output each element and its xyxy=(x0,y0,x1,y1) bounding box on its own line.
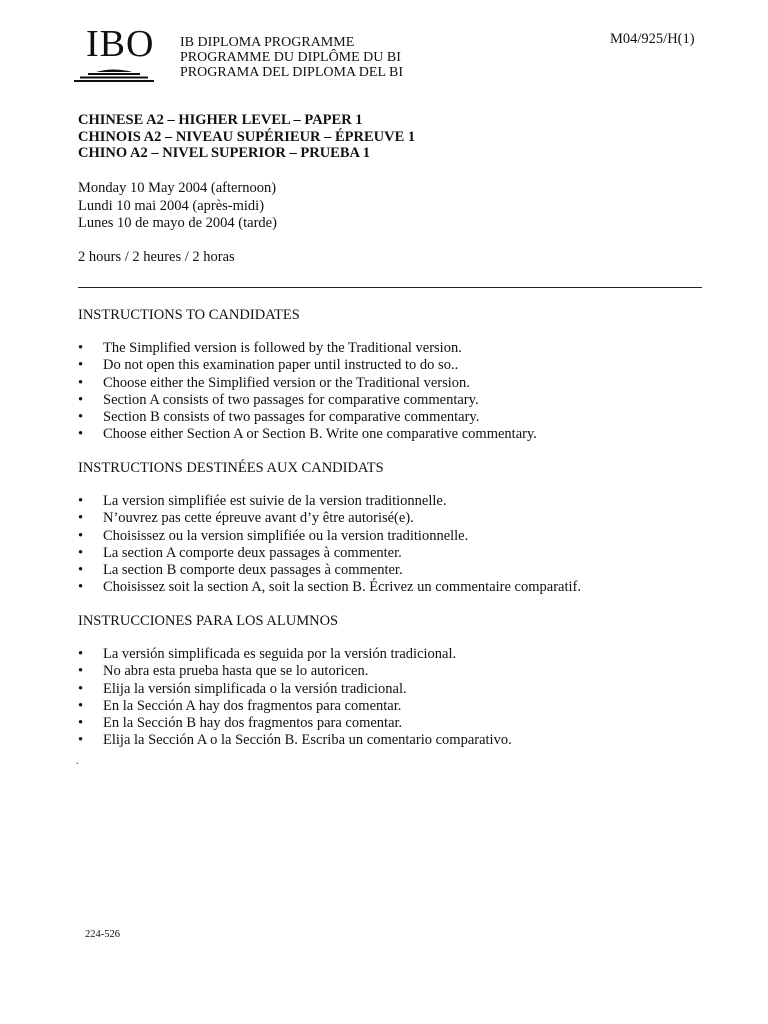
list-item: • N’ouvrez pas cette épreuve avant d’y être autorisé(e). xyxy=(78,510,414,527)
list-item: • Choose either the Simplified version or the Traditional version. xyxy=(78,374,470,391)
list-item: • Do not open this examination paper until instructed to do so.. xyxy=(78,357,459,374)
list-item: • Choisissez ou la version simplifiée ou la version traditionnelle. xyxy=(78,527,469,544)
bullet-icon: • xyxy=(78,409,84,426)
scan-speck: . xyxy=(76,756,79,767)
bullet-icon: • xyxy=(78,493,84,509)
programme-name-en: IB DIPLOMA PROGRAMME xyxy=(180,35,355,50)
bullet-icon: • xyxy=(78,663,84,680)
list-item: • Elija la versión simplificada o la versión tradicional. xyxy=(78,680,407,697)
divider xyxy=(78,287,702,288)
bullet-icon: • xyxy=(78,579,84,596)
exam-date-es: Lunes 10 de mayo de 2004 (tarde) xyxy=(78,215,277,231)
bullet-icon: • xyxy=(78,715,84,732)
list-item: • La versión simplificada es seguida por la versión tradicional. xyxy=(78,646,457,662)
instructions-list-fr xyxy=(78,493,581,597)
list-item: • En la Sección A hay dos fragmentos para comentar. xyxy=(78,697,402,714)
bullet-icon: • xyxy=(78,646,84,662)
exam-date-fr: Lundi 10 mai 2004 (après-midi) xyxy=(78,197,265,214)
list-item: • Choisissez soit la section A, soit la section B. Écrivez un commentaire comparatif. xyxy=(78,579,581,596)
exam-dates xyxy=(78,180,277,233)
paper-title-fr: CHINOIS A2 – NIVEAU SUPÉRIEUR – ÉPREUVE 1 xyxy=(78,128,416,145)
list-item: • En la Sección B hay dos fragmentos para comentar. xyxy=(78,715,403,732)
paper-title-en: CHINESE A2 – HIGHER LEVEL – PAPER 1 xyxy=(78,112,363,128)
list-item: • Choose either Section A or Section B. Write one comparative commentary. xyxy=(78,426,537,443)
instructions-heading-es: INSTRUCCIONES PARA LOS ALUMNOS xyxy=(78,613,339,629)
bullet-icon: • xyxy=(78,544,84,561)
bullet-icon: • xyxy=(78,426,84,443)
bullet-icon: • xyxy=(78,340,84,356)
exam-duration: 2 hours / 2 heures / 2 horas xyxy=(78,249,235,265)
bullet-icon: • xyxy=(78,374,84,391)
footer-code: 224-526 xyxy=(85,929,120,940)
instructions-heading-fr: INSTRUCTIONS DESTINÉES AUX CANDIDATS xyxy=(78,460,384,476)
bullet-icon: • xyxy=(78,562,84,579)
ibo-logo-mark-icon xyxy=(74,68,154,82)
exam-date-en: Monday 10 May 2004 (afternoon) xyxy=(78,180,277,196)
paper-title-es: CHINO A2 – NIVEL SUPERIOR – PRUEBA 1 xyxy=(78,145,371,161)
instructions-list-en xyxy=(78,340,537,444)
programme-names xyxy=(180,35,403,80)
bullet-icon: • xyxy=(78,357,84,374)
list-item: • No abra esta prueba hasta que se lo autoricen. xyxy=(78,663,369,680)
list-item: • La version simplifiée est suivie de la version traditionnelle. xyxy=(78,493,447,509)
ibo-logo xyxy=(72,24,162,84)
instructions-heading-en: INSTRUCTIONS TO CANDIDATES xyxy=(78,307,300,323)
list-item: • La section B comporte deux passages à commenter. xyxy=(78,562,403,579)
list-item: • La section A comporte deux passages à commenter. xyxy=(78,544,402,561)
list-item: • Section B consists of two passages for comparative commentary. xyxy=(78,409,480,426)
ibo-logo-text: IBO xyxy=(86,23,155,65)
bullet-icon: • xyxy=(78,680,84,697)
programme-name-fr: PROGRAMME DU DIPLÔME DU BI xyxy=(180,50,401,65)
list-item: • Section A consists of two passages for comparative commentary. xyxy=(78,391,479,408)
list-item: • Elija la Sección A o la Sección B. Escriba un comentario comparativo. xyxy=(78,732,512,749)
bullet-icon: • xyxy=(78,527,84,544)
bullet-icon: • xyxy=(78,697,84,714)
bullet-icon: • xyxy=(78,510,84,527)
paper-titles xyxy=(78,112,415,162)
bullet-icon: • xyxy=(78,391,84,408)
programme-name-es: PROGRAMA DEL DIPLOMA DEL BI xyxy=(180,65,403,80)
paper-code: M04/925/H(1) xyxy=(610,31,695,47)
instructions-list-es xyxy=(78,646,512,750)
bullet-icon: • xyxy=(78,732,84,749)
list-item: • The Simplified version is followed by the Traditional version. xyxy=(78,340,462,356)
